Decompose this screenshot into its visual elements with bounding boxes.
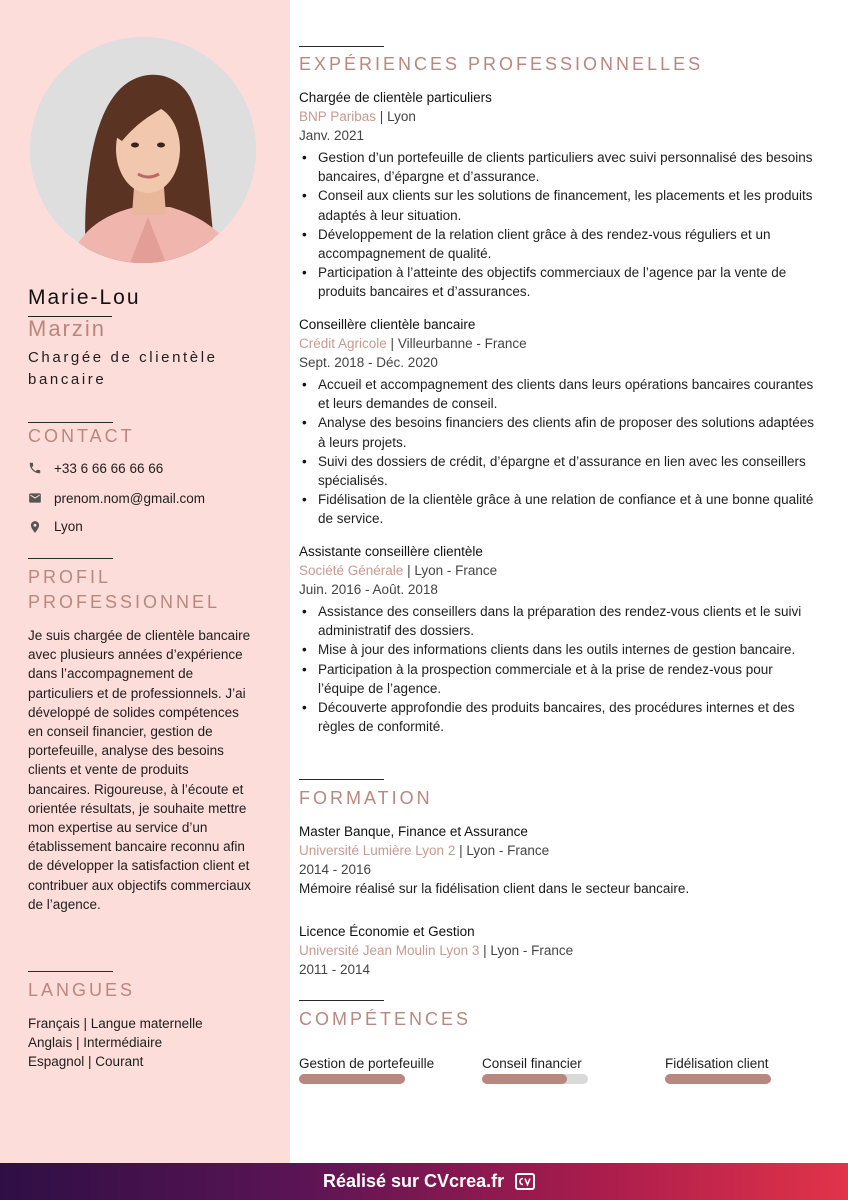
- education-dates: 2014 - 2016: [299, 862, 372, 877]
- separator: |: [386, 336, 398, 351]
- job-entry-employer: [299, 334, 819, 353]
- job-entry-location: Lyon: [387, 109, 416, 124]
- job-entry-company: Société Générale: [299, 563, 404, 578]
- skill-label: Gestion de portefeuille: [299, 1056, 435, 1071]
- education-school: Université Jean Moulin Lyon 3: [299, 943, 480, 958]
- education-location: Lyon - France: [466, 843, 550, 858]
- job-title: Chargée de clientèle bancaire: [28, 349, 218, 388]
- separator: |: [403, 563, 415, 578]
- job-entry: [299, 315, 819, 529]
- profile-photo-illustration: [30, 37, 256, 263]
- job-entry-dates: Juin. 2016 - Août. 2018: [299, 582, 438, 597]
- skill-label: Fidélisation client: [665, 1056, 769, 1071]
- language-item: Français | Langue maternelle: [28, 1016, 203, 1031]
- education-entry: [299, 922, 819, 979]
- experience-heading: EXPÉRIENCES PROFESSIONNELLES: [299, 54, 704, 74]
- sidebar: [0, 0, 290, 1163]
- phone-icon: [28, 461, 42, 477]
- education-dates: 2011 - 2014: [299, 962, 371, 977]
- languages-list: [28, 1014, 203, 1071]
- separator: |: [479, 943, 491, 958]
- bullet-item: • Suivi des dossiers de crédit, d’épargne et d’assurance en lien avec les conseillers spécialisés.: [299, 452, 819, 490]
- location-icon: [28, 519, 42, 535]
- skill-bar-track: [482, 1074, 588, 1084]
- bullet-item: • Participation à la prospection commerciale et à la prise de rendez-vous pour l’équipe de l’agence.: [299, 660, 819, 698]
- education-degree: Licence Économie et Gestion: [299, 924, 475, 939]
- job-entry-dates: Sept. 2018 - Déc. 2020: [299, 355, 438, 370]
- education-divider: [299, 779, 384, 780]
- bullet-item: • Gestion d’un portefeuille de clients particuliers avec suivi personnalisé des besoins bancaires, d’épargne et d’assurance.: [299, 148, 819, 186]
- language-item: Espagnol | Courant: [28, 1054, 144, 1069]
- profile-divider: [28, 558, 113, 559]
- email-text: prenom.nom@gmail.com: [54, 491, 206, 506]
- skill-item: [482, 1056, 632, 1072]
- skills-divider: [299, 1000, 384, 1001]
- job-entry-bullets: [299, 602, 819, 736]
- bullet-item: • Assistance des conseillers dans la préparation des rendez-vous clients et le suivi administratif des dossiers.: [299, 602, 819, 640]
- profile-summary: Je suis chargée de clientèle bancaire avec plusieurs années d’expérience dans l’accompagnement de particuliers et de professionnels. J’ai développé de solides compétences en conseil financier, gestion de portefeuille, analyse des besoins clients et vente de produits bancaires. Rigoureuse, à l’écoute et orientée résultats, je souhaite mettre mon expertise au service d’un établissement bancaire reconnu afin de développer la satisfaction client et contribuer aux objectifs commerciaux de l’agence.: [28, 628, 251, 912]
- bullet-item: • Développement de la relation client grâce à des rendez-vous réguliers et un accompagnement de qualité.: [299, 225, 819, 263]
- skill-bar-fill: [482, 1074, 567, 1084]
- education-location: Lyon - France: [490, 943, 574, 958]
- profile-heading-line1: PROFIL: [28, 567, 112, 587]
- city-text: Lyon: [54, 519, 83, 534]
- skill-item: [299, 1056, 449, 1072]
- education-school-line: [299, 841, 819, 860]
- job-entry-bullets: [299, 148, 819, 302]
- education-note: Mémoire réalisé sur la fidélisation client dans le secteur bancaire.: [299, 881, 690, 896]
- job-entry-title: Assistante conseillère clientèle: [299, 544, 483, 559]
- job-entry-location: Lyon - France: [414, 563, 498, 578]
- job-entry-employer: [299, 561, 819, 580]
- bullet-item: • Mise à jour des informations clients dans les outils internes de gestion bancaire.: [299, 640, 819, 659]
- first-name: Marie-Lou: [28, 286, 141, 309]
- separator: |: [455, 843, 467, 858]
- education-heading: FORMATION: [299, 788, 433, 808]
- bullet-item: • Fidélisation de la clientèle grâce à une relation de confiance et à une bonne qualité de service.: [299, 490, 819, 528]
- contact-heading: CONTACT: [28, 426, 135, 446]
- email-icon: [28, 491, 42, 507]
- skill-bar-fill: [299, 1074, 405, 1084]
- profile-heading-line2: PROFESSIONNEL: [28, 592, 221, 612]
- languages-divider: [28, 971, 113, 972]
- education-degree: Master Banque, Finance et Assurance: [299, 824, 528, 839]
- education-school-line: [299, 941, 819, 960]
- languages-heading: LANGUES: [28, 980, 136, 1000]
- experience-divider: [299, 46, 384, 47]
- bullet-item: • Analyse des besoins financiers des clients afin de proposer des solutions adaptées à leurs projets.: [299, 413, 819, 451]
- job-entry-bullets: [299, 375, 819, 529]
- job-entry-title: Conseillère clientèle bancaire: [299, 317, 476, 332]
- cv-logo-icon: [515, 1173, 535, 1190]
- job-entry-title: Chargée de clientèle particuliers: [299, 90, 492, 105]
- education-school: Université Lumière Lyon 2: [299, 843, 456, 858]
- job-entry-company: BNP Paribas: [299, 109, 377, 124]
- job-entry-company: Crédit Agricole: [299, 336, 387, 351]
- phone-text: +33 6 66 66 66 66: [54, 461, 164, 476]
- skill-bar-track: [299, 1074, 405, 1084]
- skill-bar-track: [665, 1074, 771, 1084]
- footer-text[interactable]: Réalisé sur CVcrea.fr: [323, 1171, 505, 1191]
- job-entry-location: Villeurbanne - France: [397, 336, 527, 351]
- skill-label: Conseil financier: [482, 1056, 582, 1071]
- job-entry-dates: Janv. 2021: [299, 128, 365, 143]
- job-entry: [299, 88, 819, 302]
- skills-heading: COMPÉTENCES: [299, 1009, 472, 1029]
- skill-item: [665, 1056, 815, 1072]
- last-name: Marzin: [28, 316, 107, 341]
- footer-banner[interactable]: [0, 1163, 848, 1200]
- profile-photo: [30, 37, 256, 263]
- job-entry-employer: [299, 107, 819, 126]
- bullet-item: • Accueil et accompagnement des clients dans leurs opérations bancaires courantes et leurs demandes de conseil.: [299, 375, 819, 413]
- bullet-item: • Découverte approfondie des produits bancaires, des procédures internes et des règles de conformité.: [299, 698, 819, 736]
- separator: |: [376, 109, 388, 124]
- bullet-item: • Participation à l’atteinte des objectifs commerciaux de l’agence par la vente de produits bancaires et d’assurances.: [299, 263, 819, 301]
- bullet-item: • Conseil aux clients sur les solutions de financement, les placements et les produits adaptés à leur situation.: [299, 186, 819, 224]
- job-entry: [299, 542, 819, 736]
- education-entry: [299, 822, 819, 898]
- language-item: Anglais | Intermédiaire: [28, 1035, 163, 1050]
- skill-bar-fill: [665, 1074, 771, 1084]
